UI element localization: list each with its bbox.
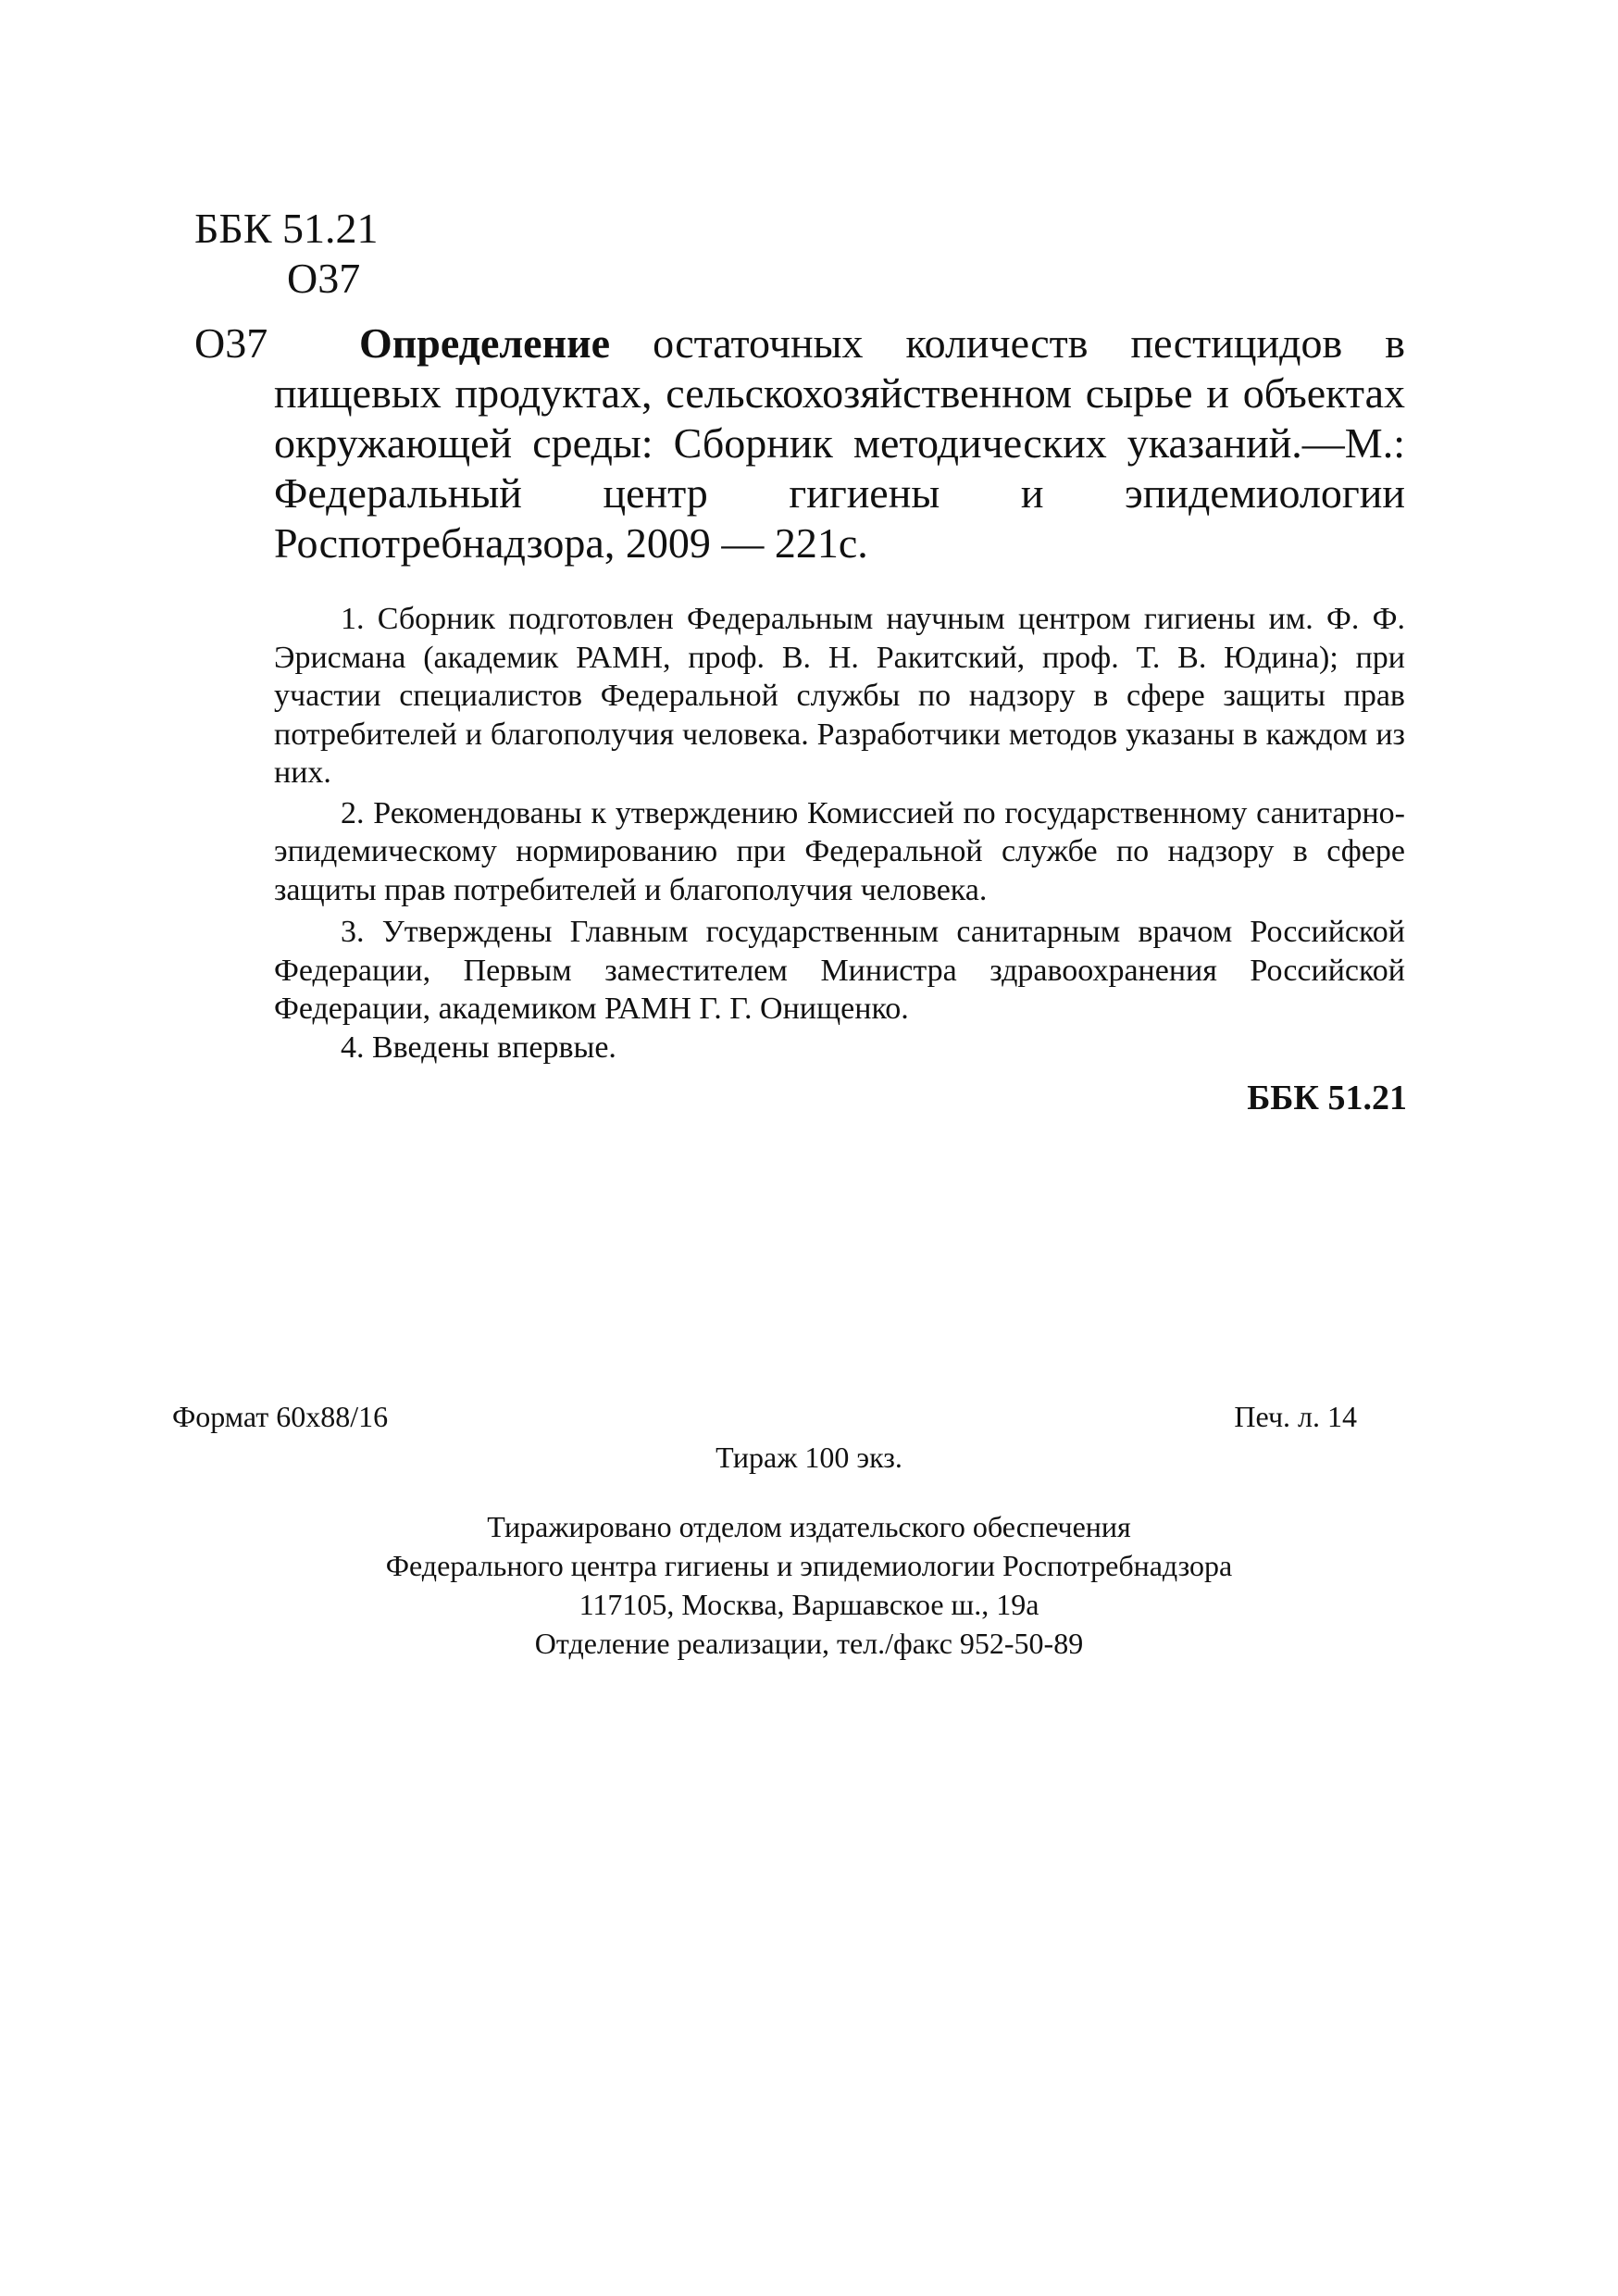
note-item: 3. Утверждены Главным государственным санитарным врачом Российской Федерации, Первым заместителем Министра здравоохранения Российской Федерации, академиком РАМН Г. Г. Онищенко. xyxy=(274,915,1405,1026)
entry-title-lead: Определение xyxy=(359,319,611,367)
imprint-line: Федерального центра гигиены и эпидемиологии Роспотребнадзора xyxy=(385,1549,1233,1582)
bbk-index-footer: ББК 51.21 xyxy=(1247,1079,1407,1117)
note-item: 4. Введены впервые. xyxy=(341,1029,616,1065)
author-code: О37 xyxy=(287,255,361,302)
bbk-classification-block xyxy=(194,204,379,304)
imprint-line: Тиражировано отделом издательского обеспечения xyxy=(487,1510,1131,1543)
entry-code: О37 xyxy=(194,319,268,367)
imprint-contact: Отделение реализации, тел./факс 952-50-89 xyxy=(534,1627,1084,1660)
print-run-info: Тираж 100 экз. xyxy=(716,1441,902,1474)
entry-title-rest: остаточных количеств пестицидов в пищевых продуктах, сельскохозяйственном сырье и объектах окружающей среды: Сборник методических указаний.—М.: Федеральный центр гигиены и эпидемиологии Роспотребнадзора, 2009 — 221с. xyxy=(274,319,1405,567)
note-item: 2. Рекомендованы к утверждению Комиссией по государственному санитарно-эпидемическому нормированию при Федеральной службе по надзору в сфере защиты прав потребителей и благополучия человека. xyxy=(274,795,1405,907)
bbk-index: ББК 51.21 xyxy=(194,205,379,252)
format-info: Формат 60х88/16 xyxy=(172,1400,389,1433)
imprint-address: 117105, Москва, Варшавское ш., 19а xyxy=(579,1588,1039,1621)
printed-sheets-info: Печ. л. 14 xyxy=(1234,1400,1357,1433)
note-item: 1. Сборник подготовлен Федеральным научным центром гигиены им. Ф. Ф. Эрисмана (академик РАМН, проф. В. Н. Ракитский, проф. Т. В. Юдина); при участии специалистов Федеральной службы по надзору в сфере защиты прав потребителей и благополучия человека. Разработчики методов указаны в каждом из них. xyxy=(274,602,1405,790)
bibliographic-entry xyxy=(274,318,1405,568)
imprint-block xyxy=(0,1507,1618,1663)
publication-notes xyxy=(274,600,1405,1067)
